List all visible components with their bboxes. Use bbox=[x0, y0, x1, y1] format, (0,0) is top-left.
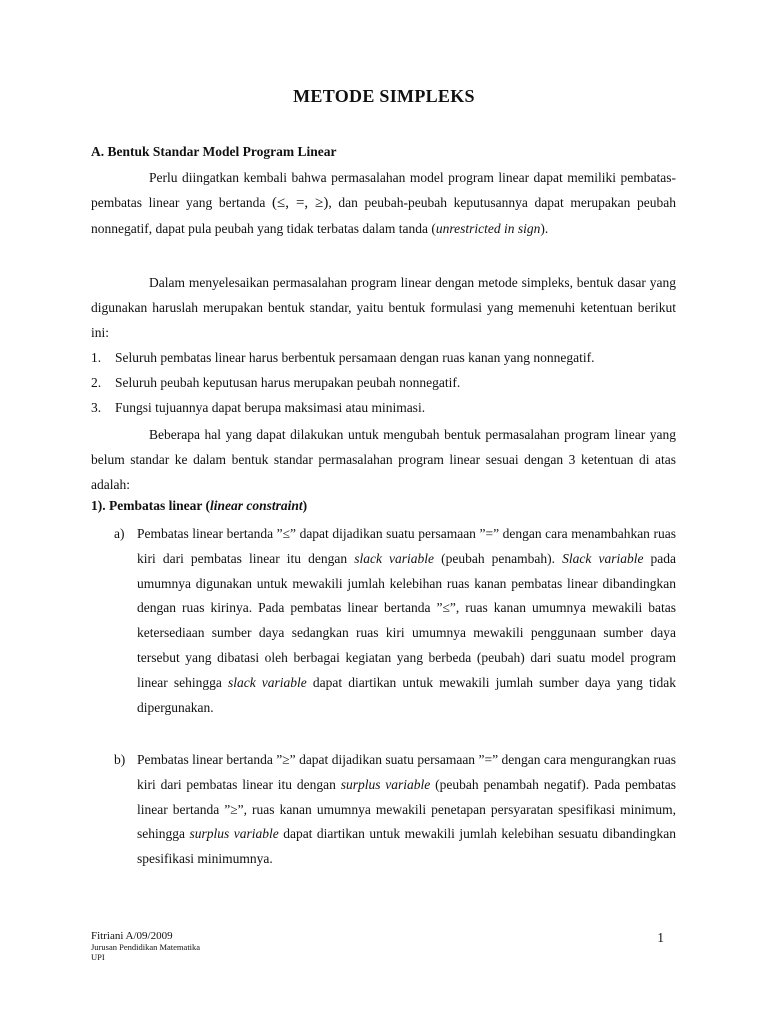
item-b-italic-2: surplus variable bbox=[189, 826, 279, 842]
subhead-suffix: ) bbox=[302, 498, 308, 513]
list-item bbox=[91, 395, 676, 420]
list-item bbox=[91, 345, 676, 370]
page-number: 1 bbox=[657, 930, 664, 945]
item-a-text-2: (peubah penambah). bbox=[434, 550, 563, 566]
para1-text-3: ). bbox=[540, 221, 549, 236]
paragraph-3: Beberapa hal yang dapat dilakukan untuk mengubah bentuk permasalahan program linear yang belum standar ke dalam bentuk standar permasalahan program linear sesuai dengan 3 ketentuan di atas adalah: bbox=[91, 427, 676, 492]
subhead-italic: linear constraint bbox=[209, 498, 303, 513]
list-text: Fungsi tujuannya dapat berupa maksimasi atau minimasi. bbox=[115, 400, 426, 415]
item-a-text-4: dapat diartikan untuk mewakili jumlah sumber daya yang tidak dipergunakan. bbox=[137, 674, 676, 715]
subsection-heading bbox=[91, 498, 307, 514]
item-a-text-3: pada umumnya digunakan untuk mewakili jumlah kelebihan ruas kanan pembatas linear dibandingkan dengan ruas kirinya. Pada pembatas linear bertanda ”≤”, ruas kanan umumnya mewakili batas ketersediaan sumber daya sedangkan ruas kiri umumnya mewakili penggunaan sumber daya tersebut yang dibatasi oleh berbagai kegiatan yang berbeda (peubah) dari suatu model program linear sehingga bbox=[137, 550, 677, 690]
list-number: 3. bbox=[91, 400, 102, 415]
item-b-italic-1: surplus variable bbox=[340, 776, 431, 792]
list-number: 1. bbox=[91, 350, 102, 365]
list-item bbox=[91, 370, 676, 395]
item-text bbox=[137, 748, 676, 872]
footer-department: Jurusan Pendidikan Matematika bbox=[91, 942, 201, 952]
item-b bbox=[114, 748, 676, 872]
item-b-text-3: dapat diartikan untuk mewakili jumlah kelebihan sesuatu dibandingkan spesifikasi minimumnya. bbox=[137, 826, 676, 867]
item-text bbox=[137, 522, 676, 720]
item-a-italic-1: slack variable bbox=[354, 550, 435, 566]
item-a-text-1: Pembatas linear bertanda ”≤” dapat dijadikan suatu persamaan ”=” dengan cara menambahkan ruas kiri dari pembatas linear itu dengan bbox=[137, 526, 676, 566]
item-b-text-2: (peubah penambah negatif). Pada pembatas linear bertanda ”≥”, ruas kanan umumnya mewakili penetapan persyaratan spesifikasi minimum, sehingga bbox=[137, 776, 677, 842]
paragraph-1 bbox=[91, 165, 676, 241]
inequality-symbols: (≤, =, ≥) bbox=[271, 195, 329, 211]
requirements-list bbox=[91, 345, 676, 420]
subhead-prefix: 1). Pembatas linear ( bbox=[91, 498, 210, 513]
item-a bbox=[114, 522, 676, 720]
page-footer bbox=[91, 930, 200, 962]
item-b-text-1: Pembatas linear bertanda ”≥” dapat dijadikan suatu persamaan ”=” dengan cara mengurangkan ruas kiri dari pembatas linear itu dengan bbox=[137, 752, 676, 792]
paragraph-2: Dalam menyelesaikan permasalahan program linear dengan metode simpleks, bentuk dasar yang digunakan haruslah merupakan bentuk standar, yaitu bentuk formulasi yang memenuhi ketentuan berikut ini: bbox=[91, 275, 676, 340]
item-label: a) bbox=[114, 526, 125, 541]
section-heading: A. Bentuk Standar Model Program Linear bbox=[91, 144, 337, 159]
list-text: Seluruh peubah keputusan harus merupakan peubah nonnegatif. bbox=[115, 375, 461, 390]
para1-text-1: Perlu diingatkan kembali bahwa permasalahan model program linear dapat memiliki pembatas-pembatas linear yang bertanda bbox=[91, 170, 676, 210]
page-title: METODE SIMPLEKS bbox=[293, 86, 475, 106]
para1-italic: unrestricted in sign bbox=[435, 221, 541, 236]
list-text: Seluruh pembatas linear harus berbentuk persamaan dengan ruas kanan yang nonnegatif. bbox=[115, 350, 595, 365]
item-label: b) bbox=[114, 752, 126, 767]
item-a-italic-2: Slack variable bbox=[562, 550, 644, 566]
list-number: 2. bbox=[91, 375, 102, 390]
para1-text-2: , dan peubah-peubah keputusannya dapat merupakan peubah nonnegatif, dapat pula peubah yang tidak terbatas dalam tanda ( bbox=[91, 195, 676, 236]
footer-university: UPI bbox=[91, 952, 105, 962]
item-a-italic-3: slack variable bbox=[227, 674, 307, 690]
footer-author: Fitriani A/09/2009 bbox=[91, 930, 173, 942]
